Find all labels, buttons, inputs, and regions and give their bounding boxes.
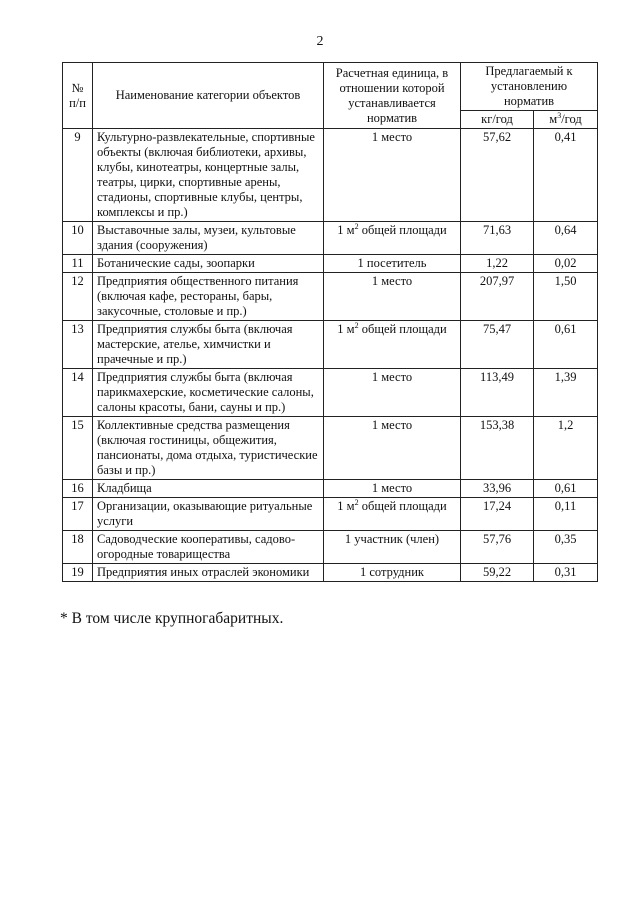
- row-number: 9: [63, 129, 93, 222]
- category-name: Предприятия общественного питания (включая кафе, рестораны, бары, закусочные, столовые и пр.): [93, 273, 324, 321]
- norm-m3-per-year: 0,11: [534, 498, 598, 531]
- norm-kg-per-year: 33,96: [461, 480, 534, 498]
- calculation-unit: 1 $м^2$ общей площади: [324, 222, 461, 255]
- norm-kg-per-year: 207,97: [461, 273, 534, 321]
- norm-m3-per-year: 1,2: [534, 417, 598, 480]
- norm-m3-per-year: 1,39: [534, 369, 598, 417]
- row-number: 16: [63, 480, 93, 498]
- norm-kg-per-year: 57,62: [461, 129, 534, 222]
- row-number: 17: [63, 498, 93, 531]
- table-row: [63, 369, 598, 417]
- norm-m3-per-year: 0,64: [534, 222, 598, 255]
- category-name: Садоводческие кооперативы, садово-огородные товарищества: [93, 531, 324, 564]
- header-norm: Предлагаемый к установлению норматив: [461, 63, 598, 111]
- norm-kg-per-year: 153,38: [461, 417, 534, 480]
- calculation-unit: 1 $м^2$ общей площади: [324, 498, 461, 531]
- calculation-unit: 1 сотрудник: [324, 564, 461, 582]
- table-row: [63, 273, 598, 321]
- header-name: Наименование категории объектов: [93, 63, 324, 129]
- calculation-unit: 1 участник (член): [324, 531, 461, 564]
- norm-kg-per-year: 1,22: [461, 255, 534, 273]
- category-name: Ботанические сады, зоопарки: [93, 255, 324, 273]
- calculation-unit: 1 место: [324, 369, 461, 417]
- header-num: № п/п: [63, 63, 93, 129]
- norm-m3-per-year: 0,35: [534, 531, 598, 564]
- norm-kg-per-year: 113,49: [461, 369, 534, 417]
- row-number: 15: [63, 417, 93, 480]
- row-number: 11: [63, 255, 93, 273]
- norm-m3-per-year: 0,61: [534, 321, 598, 369]
- norm-kg-per-year: 71,63: [461, 222, 534, 255]
- row-number: 19: [63, 564, 93, 582]
- category-name: Предприятия службы быта (включая парикмахерские, косметические салоны, салоны красоты, бани, сауны и пр.): [93, 369, 324, 417]
- category-name: Выставочные залы, музеи, культовые здания (сооружения): [93, 222, 324, 255]
- header-unit: Расчетная единица, в отношении которой устанавливается норматив: [324, 63, 461, 129]
- norm-m3-per-year: 1,50: [534, 273, 598, 321]
- calculation-unit: 1 место: [324, 417, 461, 480]
- norm-kg-per-year: 75,47: [461, 321, 534, 369]
- calculation-unit: 1 место: [324, 273, 461, 321]
- header-row-1: [63, 63, 598, 111]
- row-number: 12: [63, 273, 93, 321]
- footnote: * В том числе крупногабаритных.: [60, 610, 284, 627]
- header-m3: $м^3$/год: [534, 111, 598, 129]
- category-name: Организации, оказывающие ритуальные услуги: [93, 498, 324, 531]
- table-row: [63, 498, 598, 531]
- table-row: [63, 222, 598, 255]
- norm-kg-per-year: 59,22: [461, 564, 534, 582]
- header-kg: кг/год: [461, 111, 534, 129]
- table-row: [63, 129, 598, 222]
- norm-m3-per-year: 0,41: [534, 129, 598, 222]
- page-number: 2: [316, 34, 324, 49]
- table-row: [63, 255, 598, 273]
- calculation-unit: 1 место: [324, 480, 461, 498]
- table-body: [63, 129, 598, 582]
- row-number: 10: [63, 222, 93, 255]
- row-number: 18: [63, 531, 93, 564]
- norm-kg-per-year: 57,76: [461, 531, 534, 564]
- norm-kg-per-year: 17,24: [461, 498, 534, 531]
- row-number: 13: [63, 321, 93, 369]
- calculation-unit: 1 $м^2$ общей площади: [324, 321, 461, 369]
- table-row: [63, 480, 598, 498]
- row-number: 14: [63, 369, 93, 417]
- norm-m3-per-year: 0,61: [534, 480, 598, 498]
- table-row: [63, 417, 598, 480]
- category-name: Предприятия службы быта (включая мастерские, ателье, химчистки и прачечные и пр.): [93, 321, 324, 369]
- table-row: [63, 564, 598, 582]
- category-name: Коллективные средства размещения (включая гостиницы, общежития, пансионаты, дома отдыха, туристические базы и пр.): [93, 417, 324, 480]
- norms-table: [62, 62, 598, 582]
- table-row: [63, 531, 598, 564]
- calculation-unit: 1 место: [324, 129, 461, 222]
- category-name: Культурно-развлекательные, спортивные объекты (включая библиотеки, архивы, клубы, кинотеатры, концертные залы, театры, цирки, спортивные арены, стадионы, спортивные клубы, центры, комплексы и пр.): [93, 129, 324, 222]
- table-row: [63, 321, 598, 369]
- norm-m3-per-year: 0,31: [534, 564, 598, 582]
- calculation-unit: 1 посетитель: [324, 255, 461, 273]
- norm-m3-per-year: 0,02: [534, 255, 598, 273]
- category-name: Кладбища: [93, 480, 324, 498]
- category-name: Предприятия иных отраслей экономики: [93, 564, 324, 582]
